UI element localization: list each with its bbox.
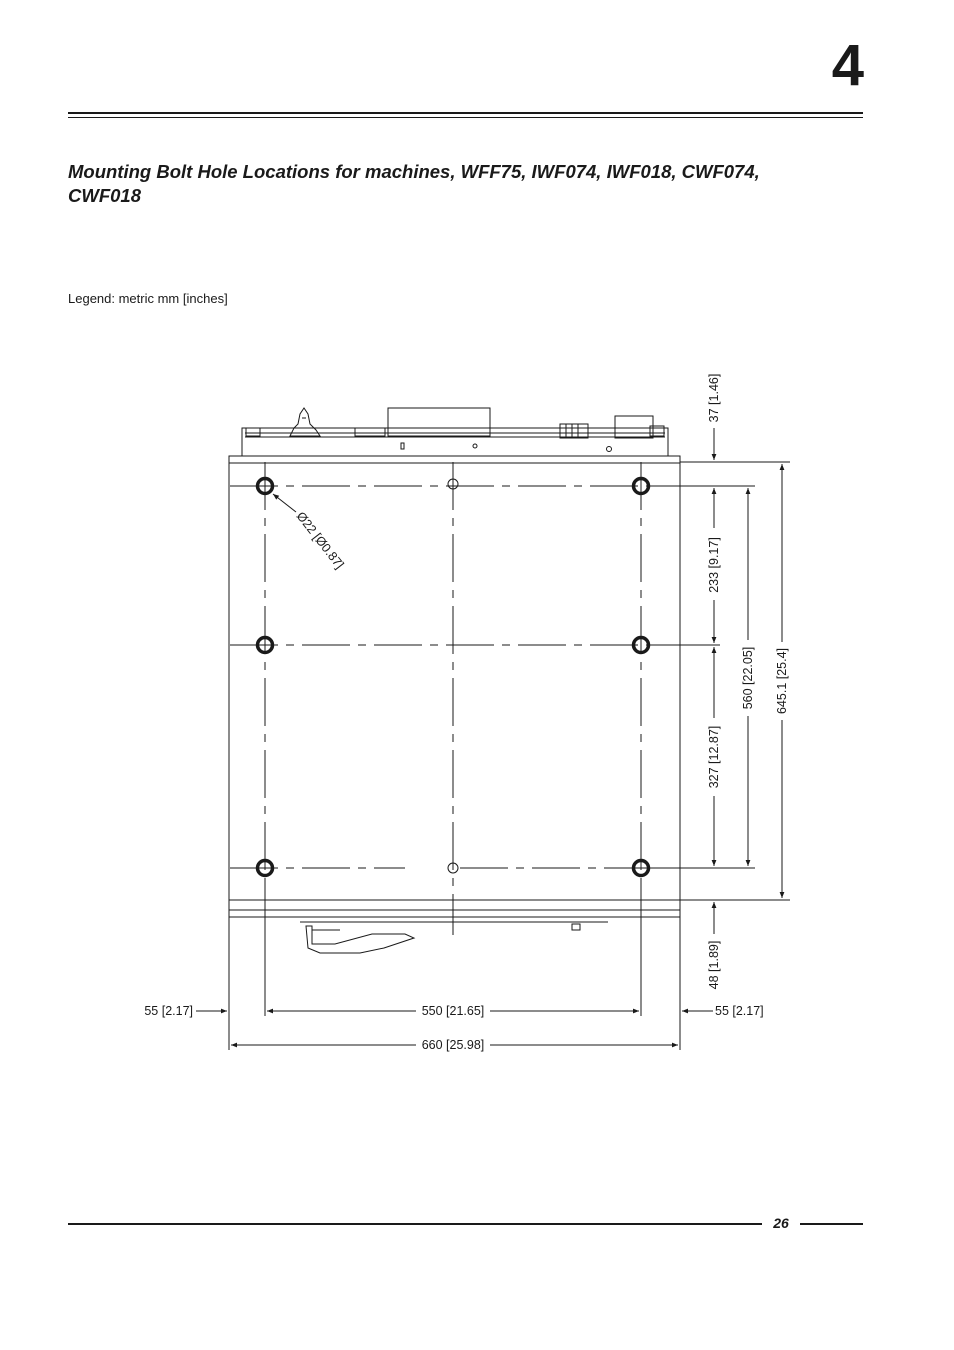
chapter-number: 4: [831, 33, 864, 98]
bottom-offset-label: 48 [1.89]: [707, 940, 721, 990]
section-heading: Mounting Bolt Hole Locations for machines, WFF75, IWF074, IWF018, CWF074, CWF018: [68, 161, 760, 206]
hole-diameter-label: Ø22 [Ø0.87]: [293, 509, 347, 572]
lower-hole-spacing-label: 327 [12.87]: [707, 725, 721, 789]
total-depth-spacing-label: 560 [22.05]: [741, 646, 755, 710]
extension-lines: [229, 462, 790, 1050]
footer-rule: [68, 1223, 762, 1225]
machine-rear-panel: [242, 408, 668, 456]
overall-depth-label: 645.1 [25.4]: [775, 647, 789, 715]
overall-width-label: 660 [25.98]: [421, 1038, 485, 1052]
diameter-leader: [273, 494, 296, 512]
left-offset-label: 55 [2.17]: [144, 1004, 193, 1018]
hole-spacing-width-label: 550 [21.65]: [421, 1004, 485, 1018]
page-number: 26: [773, 1215, 789, 1231]
footer-rule-right: [800, 1223, 863, 1225]
upper-hole-spacing-label: 233 [9.17]: [707, 537, 721, 593]
right-offset-label: 55 [2.17]: [715, 1004, 764, 1018]
legend-text: Legend: metric mm [inches]: [68, 291, 228, 306]
hole-center-lines: [230, 462, 676, 935]
top-offset-label: 37 [1.46]: [707, 373, 721, 423]
machine-base-outline: [229, 456, 680, 953]
